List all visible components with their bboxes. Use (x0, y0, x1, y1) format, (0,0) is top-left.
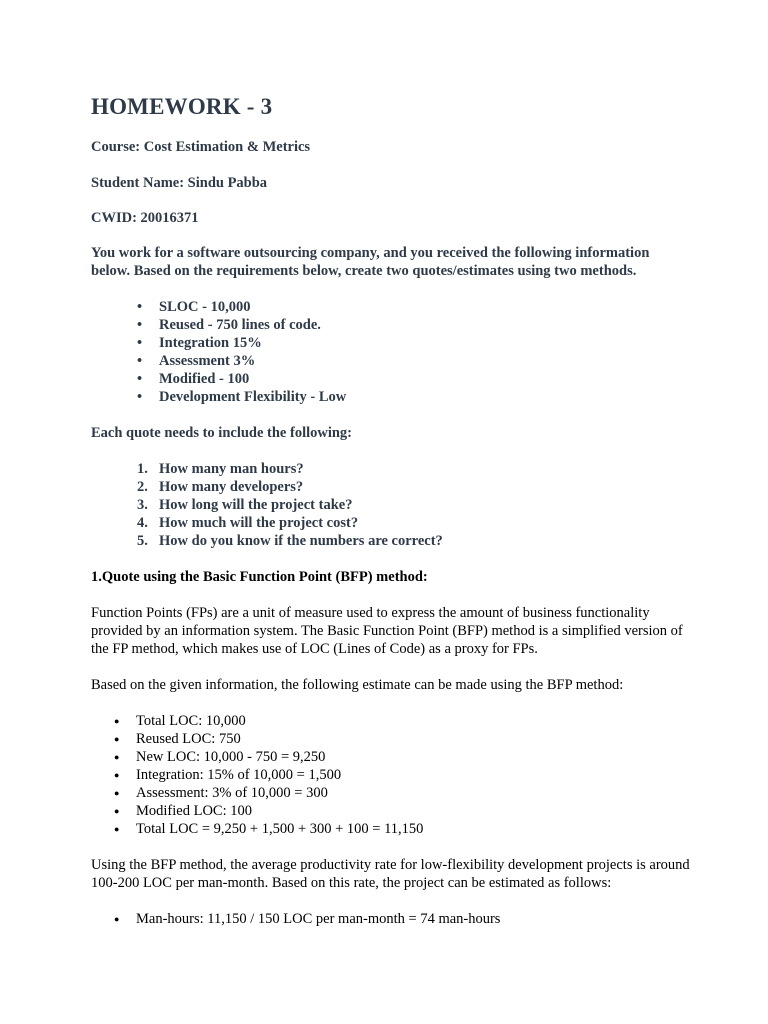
paragraph-productivity: Using the BFP method, the average productivity rate for low-flexibility development projects is around 100-200 LOC per man-month. Based on this rate, the project can be estimated as follows: (91, 857, 690, 891)
list-item: • Assessment 3% (159, 352, 691, 370)
document-page (91, 92, 691, 928)
estimate-list (91, 712, 691, 838)
paragraph-function-points: Function Points (FPs) are a unit of measure used to express the amount of business functionality provided by an information system. The Basic Function Point (BFP) method is a simplified version of the FP method, which makes use of LOC (Lines of Code) as a proxy for FPs. (91, 605, 683, 657)
student-name-line: Student Name: Sindu Pabba (91, 175, 268, 191)
list-item: ● New LOC: 10,000 - 750 = 9,250 (136, 748, 691, 766)
list-item: ● Reused LOC: 750 (136, 730, 691, 748)
list-item: ● Assessment: 3% of 10,000 = 300 (136, 784, 691, 802)
list-item: • Development Flexibility - Low (159, 388, 691, 406)
course-line: Course: Cost Estimation & Metrics (91, 139, 311, 155)
list-item: ● Total LOC = 9,250 + 1,500 + 300 + 100 = 11,150 (136, 820, 691, 838)
assignment-intro: You work for a software outsourcing company, and you received the following information below. Based on the requirements below, create two quotes/estimates using two methods. (91, 245, 650, 279)
list-item: • SLOC - 10,000 (159, 298, 691, 316)
list-item: How many developers? (159, 479, 304, 495)
list-item: • Reused - 750 lines of code. (159, 316, 691, 334)
list-item: ● Modified LOC: 100 (136, 802, 691, 820)
list-item: • Integration 15% (159, 334, 691, 352)
quote-questions-list (91, 460, 691, 550)
requirements-list (91, 298, 691, 406)
list-item: How long will the project take? (159, 497, 353, 513)
list-item: How much will the project cost? (159, 515, 359, 531)
list-item: • Modified - 100 (159, 370, 691, 388)
productivity-list (91, 910, 691, 928)
cwid-line: CWID: 20016371 (91, 210, 199, 226)
list-item: How do you know if the numbers are correct? (159, 533, 443, 549)
document-title: HOMEWORK - 3 (91, 94, 273, 119)
each-quote-label: Each quote needs to include the following: (91, 425, 353, 441)
list-item: How many man hours? (159, 461, 304, 477)
section-heading-bfp: 1.Quote using the Basic Function Point (BFP) method: (91, 569, 428, 585)
paragraph-estimate-intro: Based on the given information, the following estimate can be made using the BFP method: (91, 677, 624, 693)
list-item: ● Total LOC: 10,000 (136, 712, 691, 730)
list-item: ● Integration: 15% of 10,000 = 1,500 (136, 766, 691, 784)
list-item: ● Man-hours: 11,150 / 150 LOC per man-month = 74 man-hours (136, 910, 691, 928)
